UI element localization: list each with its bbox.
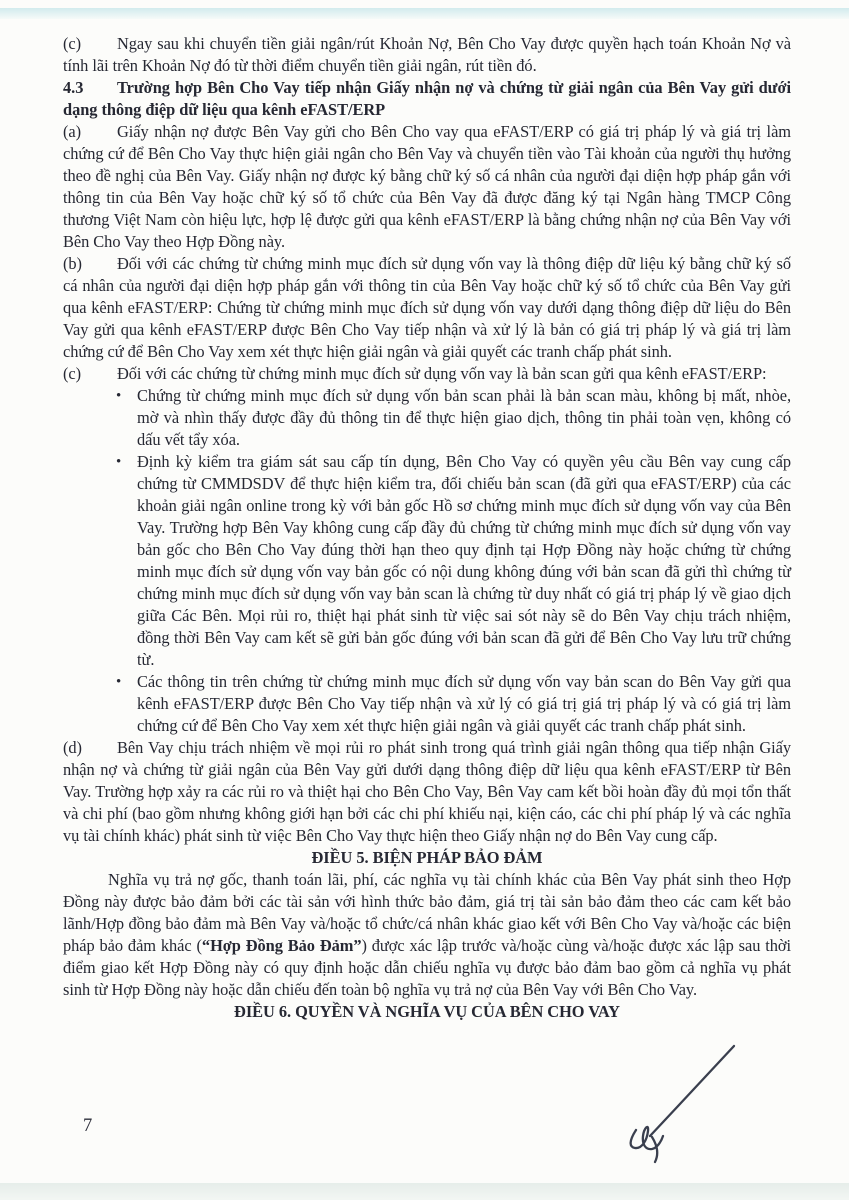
bullet-icon: • [116, 388, 122, 404]
bullet-list-item [63, 671, 791, 737]
clause-a [63, 121, 791, 253]
bullet-text: Các thông tin trên chứng từ chứng minh mục đích sử dụng vốn vay bản scan do Bên Vay gửi qua kênh eFAST/ERP được Bên Cho Vay tiếp nhận và xử lý có giá trị giá trị pháp lý và có giá trị làm chứng cứ để Bên Cho Vay xem xét thực hiện giải ngân và giải quyết các tranh chấp phát sinh. [137, 672, 791, 735]
clause-text: Bên Vay chịu trách nhiệm về mọi rủi ro phát sinh trong quá trình giải ngân thông qua tiếp nhận Giấy nhận nợ và chứng từ giải ngân của Bên Vay gửi dưới dạng thông điệp dữ liệu qua kênh eFAST/ERP từ Bên Vay. Trường hợp xảy ra các rủi ro và thiệt hại cho Bên Cho Vay, Bên Vay cam kết bồi hoàn đầy đủ mọi tổn thất và chi phí (bao gồm nhưng không giới hạn bởi các chi phí khiếu nại, kiện cáo, các chi phí pháp lý và các nghĩa vụ tài chính khác) phát sinh từ việc Bên Cho Vay thực hiện theo Giấy nhận nợ do Bên Vay cung cấp. [63, 738, 791, 845]
section-4-3-heading [63, 77, 791, 121]
paragraph-segment: Nghĩa vụ trả nợ gốc, thanh toán lãi, phí, các nghĩa vụ tài chính khác của Bên Vay phát sinh theo Hợp Đồng này được bảo đảm bởi các tài sản với hình thức bảo đảm, giá trị tài sản bảo đảm theo các cam kết bảo lãnh/Hợp đồng bảo đảm mà Bên Vay và/hoặc tổ chức/cá nhân khác giao kết với Bên Cho Vay và/hoặc các biện pháp bảo đảm khác ( [63, 870, 791, 955]
page-number: 7 [83, 1116, 93, 1136]
bullet-text: Định kỳ kiểm tra giám sát sau cấp tín dụng, Bên Cho Vay có quyền yêu cầu Bên vay cung cấp chứng từ CMMDSDV để thực hiện kiểm tra, đối chiếu bản scan (đã gửi qua eFAST/ERP) của các khoản giải ngân online trong kỳ với bản gốc Hồ sơ chứng minh mục đích sử dụng vốn vay của Bên Vay. Trường hợp Bên Vay không cung cấp đầy đủ chứng từ chứng minh mục đích sử dụng vốn vay bản gốc cho Bên Cho Vay đúng thời hạn theo quy định tại Hợp Đồng này hoặc chứng từ chứng minh mục đích sử dụng vốn vay bản gốc có nội dung không đúng với bản scan đã gửi thì chứng từ chứng minh mục đích sử dụng vốn vay bản scan là chứng từ duy nhất có giá trị pháp lý về giao dịch giữa Các Bên. Mọi rủi ro, thiệt hại phát sinh từ việc sai sót này sẽ do Bên Vay chịu trách nhiệm, đồng thời Bên Vay cam kết sẽ gửi bản gốc đúng với bản scan đã gửi để Bên Cho Vay lưu trữ chứng từ. [137, 452, 791, 669]
defined-term-bold: “Hợp Đồng Bảo Đảm” [201, 936, 362, 955]
clause-text: Đối với các chứng từ chứng minh mục đích sử dụng vốn vay là thông điệp dữ liệu ký bằng chữ ký số cá nhân của người đại diện hợp pháp gắn với thông tin của Bên Vay hoặc chữ ký số tổ chức của Bên Vay gửi qua kênh eFAST/ERP: Chứng từ chứng minh mục đích sử dụng vốn vay dưới dạng thông điệp dữ liệu do Bên Vay gửi qua kênh eFAST/ERP được Bên Cho Vay tiếp nhận và xử lý là bản có giá trị pháp lý và giá trị làm chứng cứ để Bên Cho Vay xem xét thực hiện giải ngân và giải quyết các tranh chấp phát sinh. [63, 254, 791, 361]
clause-text: Ngay sau khi chuyển tiền giải ngân/rút Khoản Nợ, Bên Cho Vay được quyền hạch toán Khoản Nợ và tính lãi trên Khoản Nợ đó từ thời điểm chuyển tiền giải ngân, rút tiền đó. [63, 34, 791, 75]
section-title: Trường hợp Bên Cho Vay tiếp nhận Giấy nhận nợ và chứng từ giải ngân của Bên Vay gửi dưới dạng thông điệp dữ liệu qua kênh eFAST/ERP [63, 78, 791, 119]
bullet-icon: • [116, 674, 122, 690]
section-number: 4.3 [63, 78, 84, 97]
contract-body-text [63, 33, 791, 1023]
paragraph-segment: ) được xác lập trước và/hoặc cùng và/hoặc được xác lập sau thời điểm giao kết Hợp Đồng này có quy định hoặc dẫn chiếu nghĩa vụ được bảo đảm bao gồm cả nghĩa vụ phát sinh từ Hợp Đồng này hoặc dẫn chiếu đến toàn bộ nghĩa vụ trả nợ của Bên Vay với Bên Cho Vay. [63, 936, 791, 999]
bullet-list-item [63, 385, 791, 451]
clause-label: (a) [63, 122, 82, 141]
clause-d [63, 737, 791, 847]
clause-text: Đối với các chứng từ chứng minh mục đích sử dụng vốn vay là bản scan gửi qua kênh eFAST/ERP: [117, 364, 767, 383]
bullet-text: Chứng từ chứng minh mục đích sử dụng vốn bản scan phải là bản scan màu, không bị mất, nhòe, mờ và nhìn thấy được đầy đủ thông tin để thực hiện giao dịch, thông tin phải toàn vẹn, không có dấu vết tẩy xóa. [137, 386, 791, 449]
clause-b [63, 253, 791, 363]
clause-label: (b) [63, 254, 82, 273]
article-5-heading: ĐIỀU 5. BIỆN PHÁP BẢO ĐẢM [311, 848, 543, 867]
scan-artifact-top [0, 8, 849, 19]
bullet-list-item [63, 451, 791, 671]
signature-mark [598, 1036, 768, 1166]
article-6-heading: ĐIỀU 6. QUYỀN VÀ NGHĨA VỤ CỦA BÊN CHO VAY [234, 1002, 620, 1021]
clause-label: (d) [63, 738, 82, 757]
clause-label: (c) [63, 34, 82, 53]
bullet-icon: • [116, 454, 122, 470]
clause-text: Giấy nhận nợ được Bên Vay gửi cho Bên Cho vay qua eFAST/ERP có giá trị pháp lý và giá trị làm chứng cứ để Bên Cho Vay thực hiện giải ngân cho Bên Vay và chuyển tiền vào Tài khoản của người thụ hưởng theo đề nghị của Bên Vay. Giấy nhận nợ được ký bằng chữ ký số cá nhân của người đại diện hợp pháp gắn với thông tin của Bên Vay hoặc chữ ký số tổ chức của Bên Vay đã được đăng ký tại Ngân hàng TMCP Công thương Việt Nam còn hiệu lực, hợp lệ được gửi qua kênh eFAST/ERP là bằng chứng nhận nợ của Bên Vay với Bên Cho Vay theo Hợp Đồng này. [63, 122, 791, 251]
clause-label: (c) [63, 364, 82, 383]
article-5-paragraph [63, 869, 791, 1001]
scan-artifact-bottom [0, 1183, 849, 1200]
clause-c [63, 363, 791, 385]
clause-c-carryover [63, 33, 791, 77]
